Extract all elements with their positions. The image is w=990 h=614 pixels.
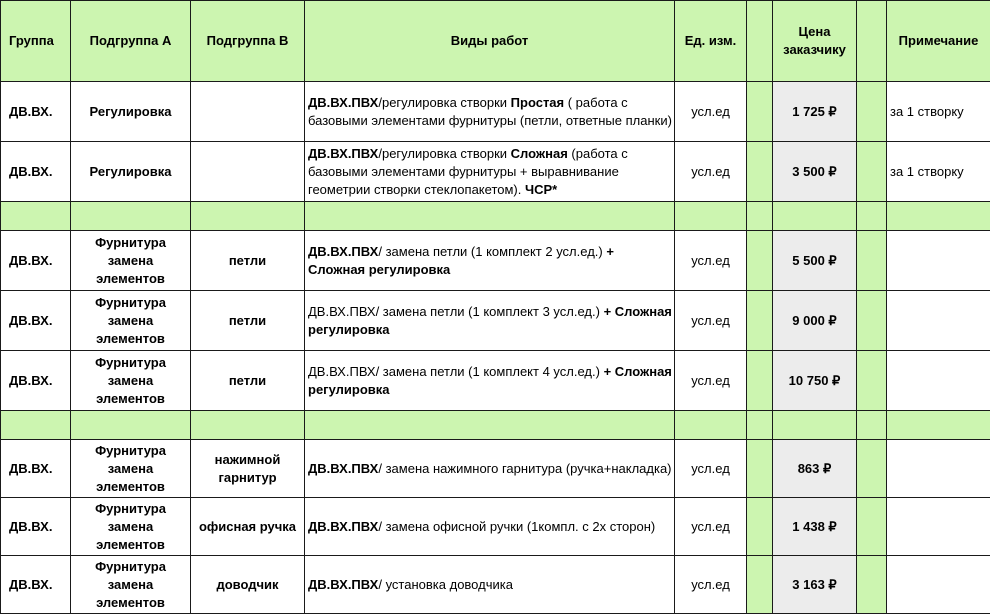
subgroup-a-cell: Фурнитура замена элементов bbox=[71, 291, 191, 351]
header-price: Цена заказчику bbox=[773, 1, 857, 82]
table-row bbox=[1, 556, 990, 614]
work-text-segment: / замена нажимного гарнитура (ручка+накладка) bbox=[378, 461, 671, 476]
work-text-segment: ДВ.ВХ.ПВХ bbox=[308, 146, 378, 161]
spacer-cell bbox=[773, 411, 857, 440]
note-cell bbox=[887, 351, 990, 411]
gap-cell-2 bbox=[857, 142, 887, 202]
table-row bbox=[1, 291, 990, 351]
spacer-cell bbox=[305, 202, 675, 231]
work-text-segment: / замена петли (1 комплект 2 усл.ед.) bbox=[378, 244, 606, 259]
work-text-segment: /регулировка створки bbox=[378, 146, 510, 161]
group-cell: ДВ.ВХ. bbox=[1, 440, 71, 498]
work-text-segment: + Сложная регулировка bbox=[308, 244, 614, 277]
gap-cell-1 bbox=[747, 82, 773, 142]
header-subgroup-a: Подгруппа А bbox=[71, 1, 191, 82]
unit-cell: усл.ед bbox=[675, 82, 747, 142]
gap-cell-2 bbox=[857, 440, 887, 498]
subgroup-b-cell: петли bbox=[191, 291, 305, 351]
work-text-segment: Сложная bbox=[511, 146, 568, 161]
note-cell bbox=[887, 556, 990, 614]
gap-cell-2 bbox=[857, 82, 887, 142]
subgroup-b-cell bbox=[191, 142, 305, 202]
header-gap-2 bbox=[857, 1, 887, 82]
header-works: Виды работ bbox=[305, 1, 675, 82]
subgroup-b-cell: доводчик bbox=[191, 556, 305, 614]
subgroup-a-cell: Фурнитура замена элементов bbox=[71, 351, 191, 411]
spacer-cell bbox=[887, 411, 990, 440]
group-cell: ДВ.ВХ. bbox=[1, 498, 71, 556]
spacer-cell bbox=[305, 411, 675, 440]
work-text-segment: Простая bbox=[511, 95, 564, 110]
table-row bbox=[1, 440, 990, 498]
note-cell: за 1 створку bbox=[887, 142, 990, 202]
gap-cell-1 bbox=[747, 498, 773, 556]
work-text-segment: / установка доводчика bbox=[378, 577, 513, 592]
header-unit: Ед. изм. bbox=[675, 1, 747, 82]
work-description-cell bbox=[305, 556, 675, 614]
table-row bbox=[1, 498, 990, 556]
header-subgroup-b: Подгруппа В bbox=[191, 1, 305, 82]
work-description-cell bbox=[305, 351, 675, 411]
work-description-cell bbox=[305, 82, 675, 142]
unit-cell: усл.ед bbox=[675, 498, 747, 556]
price-cell: 9 000 ₽ bbox=[773, 291, 857, 351]
work-description-cell bbox=[305, 440, 675, 498]
subgroup-a-cell: Регулировка bbox=[71, 142, 191, 202]
price-cell: 5 500 ₽ bbox=[773, 231, 857, 291]
spacer-cell bbox=[747, 202, 773, 231]
price-cell: 1 438 ₽ bbox=[773, 498, 857, 556]
header-note: Примечание bbox=[887, 1, 990, 82]
subgroup-a-cell: Фурнитура замена элементов bbox=[71, 440, 191, 498]
subgroup-a-cell: Фурнитура замена элементов bbox=[71, 498, 191, 556]
work-text-segment: + Сложная регулировка bbox=[308, 304, 672, 337]
work-text-segment: ДВ.ВХ.ПВХ/ замена петли (1 комплект 4 усл.ед.) bbox=[308, 364, 604, 379]
work-text-segment: ЧСР* bbox=[525, 182, 557, 197]
group-cell: ДВ.ВХ. bbox=[1, 291, 71, 351]
subgroup-a-cell: Регулировка bbox=[71, 82, 191, 142]
spacer-cell bbox=[857, 411, 887, 440]
group-cell: ДВ.ВХ. bbox=[1, 231, 71, 291]
price-cell: 863 ₽ bbox=[773, 440, 857, 498]
work-text-segment: ДВ.ВХ.ПВХ bbox=[308, 95, 378, 110]
work-text-segment: ДВ.ВХ.ПВХ bbox=[308, 577, 378, 592]
group-cell: ДВ.ВХ. bbox=[1, 351, 71, 411]
unit-cell: усл.ед bbox=[675, 556, 747, 614]
work-description-cell bbox=[305, 231, 675, 291]
gap-cell-2 bbox=[857, 556, 887, 614]
note-cell bbox=[887, 291, 990, 351]
unit-cell: усл.ед bbox=[675, 142, 747, 202]
gap-cell-2 bbox=[857, 231, 887, 291]
gap-cell-2 bbox=[857, 498, 887, 556]
spacer-cell bbox=[71, 202, 191, 231]
work-text-segment: ДВ.ВХ.ПВХ/ замена петли (1 комплект 3 усл.ед.) bbox=[308, 304, 604, 319]
gap-cell-1 bbox=[747, 351, 773, 411]
gap-cell-1 bbox=[747, 231, 773, 291]
gap-cell-1 bbox=[747, 142, 773, 202]
table-row bbox=[1, 231, 990, 291]
spacer-cell bbox=[773, 202, 857, 231]
note-cell bbox=[887, 440, 990, 498]
price-cell: 3 163 ₽ bbox=[773, 556, 857, 614]
work-text-segment: (работа с базовыми элементами фурнитуры + выравнивание геометрии створки стеклопакетом). bbox=[308, 146, 628, 197]
header-gap-1 bbox=[747, 1, 773, 82]
price-cell: 10 750 ₽ bbox=[773, 351, 857, 411]
price-cell: 3 500 ₽ bbox=[773, 142, 857, 202]
work-text-segment: / замена офисной ручки (1компл. с 2х сторон) bbox=[378, 519, 655, 534]
work-text-segment: ДВ.ВХ.ПВХ bbox=[308, 519, 378, 534]
spacer-cell bbox=[71, 411, 191, 440]
note-cell bbox=[887, 498, 990, 556]
work-description-cell bbox=[305, 498, 675, 556]
work-description-cell bbox=[305, 291, 675, 351]
header-row bbox=[1, 1, 990, 82]
gap-cell-1 bbox=[747, 556, 773, 614]
note-cell bbox=[887, 231, 990, 291]
price-cell: 1 725 ₽ bbox=[773, 82, 857, 142]
group-cell: ДВ.ВХ. bbox=[1, 82, 71, 142]
table-row bbox=[1, 351, 990, 411]
unit-cell: усл.ед bbox=[675, 291, 747, 351]
unit-cell: усл.ед bbox=[675, 231, 747, 291]
gap-cell-1 bbox=[747, 440, 773, 498]
header-group: Группа bbox=[1, 1, 71, 82]
spacer-cell bbox=[191, 202, 305, 231]
unit-cell: усл.ед bbox=[675, 351, 747, 411]
subgroup-a-cell: Фурнитура замена элементов bbox=[71, 231, 191, 291]
work-text-segment: ДВ.ВХ.ПВХ bbox=[308, 461, 378, 476]
subgroup-b-cell: нажимной гарнитур bbox=[191, 440, 305, 498]
spacer-cell bbox=[675, 411, 747, 440]
gap-cell-2 bbox=[857, 291, 887, 351]
note-cell: за 1 створку bbox=[887, 82, 990, 142]
group-cell: ДВ.ВХ. bbox=[1, 142, 71, 202]
subgroup-b-cell: петли bbox=[191, 351, 305, 411]
spacer-row bbox=[1, 202, 990, 231]
table-row bbox=[1, 142, 990, 202]
work-description-cell bbox=[305, 142, 675, 202]
spacer-cell bbox=[191, 411, 305, 440]
group-cell: ДВ.ВХ. bbox=[1, 556, 71, 614]
subgroup-b-cell: петли bbox=[191, 231, 305, 291]
spacer-cell bbox=[747, 411, 773, 440]
gap-cell-1 bbox=[747, 291, 773, 351]
spacer-cell bbox=[675, 202, 747, 231]
work-text-segment: ( работа с базовыми элементами фурнитуры (петли, ответные планки) bbox=[308, 95, 672, 128]
work-text-segment: ДВ.ВХ.ПВХ bbox=[308, 244, 378, 259]
spacer-cell bbox=[887, 202, 990, 231]
spacer-cell bbox=[857, 202, 887, 231]
subgroup-a-cell: Фурнитура замена элементов bbox=[71, 556, 191, 614]
table-row bbox=[1, 82, 990, 142]
subgroup-b-cell bbox=[191, 82, 305, 142]
work-text-segment: /регулировка створки bbox=[378, 95, 510, 110]
subgroup-b-cell: офисная ручка bbox=[191, 498, 305, 556]
spacer-cell bbox=[1, 411, 71, 440]
work-text-segment: + Сложная регулировка bbox=[308, 364, 672, 397]
spacer-row bbox=[1, 411, 990, 440]
spacer-cell bbox=[1, 202, 71, 231]
gap-cell-2 bbox=[857, 351, 887, 411]
unit-cell: усл.ед bbox=[675, 440, 747, 498]
